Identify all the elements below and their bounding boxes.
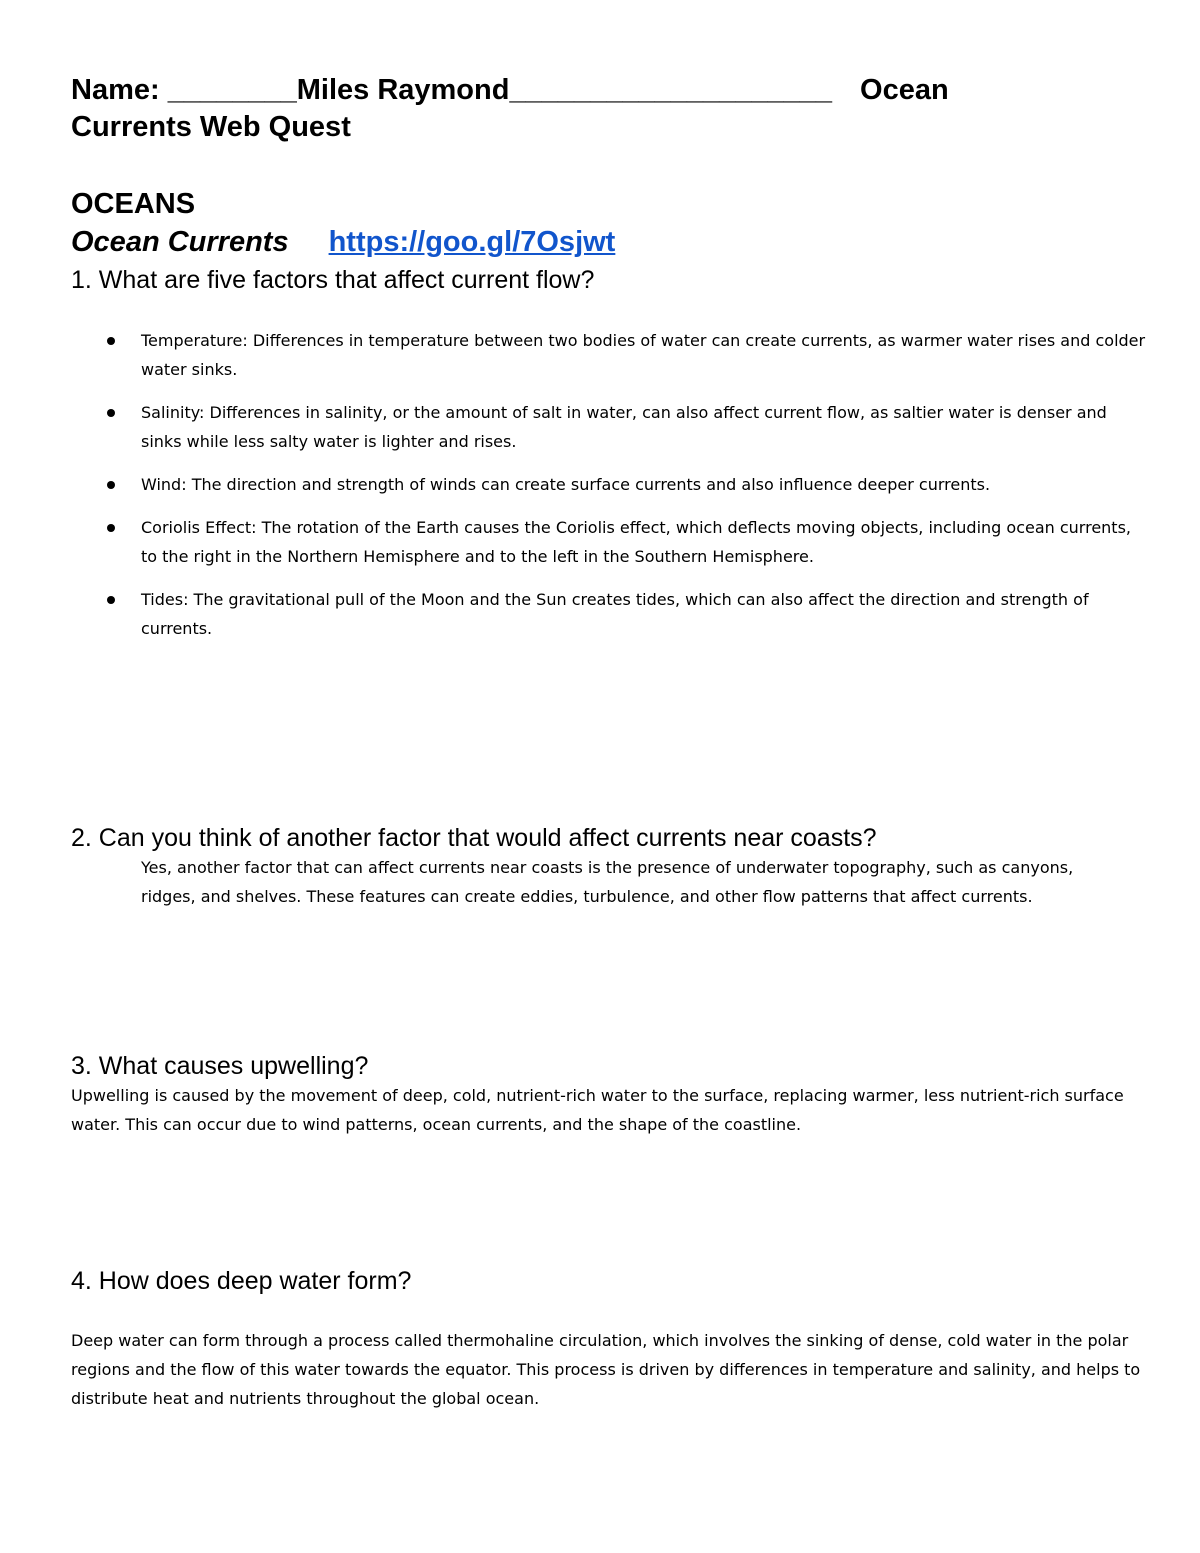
worksheet-title-part1: Ocean [860, 74, 949, 106]
question-2: 2. Can you think of another factor that would affect currents near coasts? [71, 824, 877, 852]
list-item [71, 470, 1151, 499]
subheading: Ocean Currents [71, 226, 289, 258]
bullet-icon [107, 337, 115, 345]
list-item [71, 585, 1151, 643]
section-heading: OCEANS [71, 188, 196, 220]
list-item [71, 513, 1151, 571]
answer-1-list [71, 326, 1151, 657]
question-1: 1. What are five factors that affect current flow? [71, 266, 595, 294]
answer-1-item-4: Coriolis Effect: The rotation of the Earth causes the Coriolis effect, which deflects moving objects, including ocean currents, to the right in the Northern Hemisphere and to the left in the Southern Hemisphere. [141, 518, 1131, 566]
list-item [71, 398, 1151, 456]
answer-2: Yes, another factor that can affect currents near coasts is the presence of underwater topography, such as canyons, ridges, and shelves. These features can create eddies, turbulence, and other flow patterns that affect currents. [141, 858, 1074, 906]
answer-1-item-5: Tides: The gravitational pull of the Moon and the Sun creates tides, which can also affect the direction and strength of currents. [141, 590, 1089, 638]
answer-1-item-3: Wind: The direction and strength of winds can create surface currents and also influence deeper currents. [141, 475, 991, 494]
name-title-line [71, 72, 1071, 146]
bullet-icon [107, 409, 115, 417]
subheading-line [71, 224, 615, 261]
answer-4: Deep water can form through a process called thermohaline circulation, which involves the sinking of dense, cold water in the polar regions and the flow of this water towards the equator. This process is driven by differences in temperature and salinity, and helps to distribute heat and nutrients throughout the global ocean. [71, 1331, 1141, 1408]
answer-1-item-1: Temperature: Differences in temperature between two bodies of water can create currents, as warmer water rises and colder water sinks. [141, 331, 1146, 379]
bullet-icon [107, 596, 115, 604]
question-4: 4. How does deep water form? [71, 1267, 412, 1295]
question-3: 3. What causes upwelling? [71, 1052, 369, 1080]
list-item [71, 326, 1151, 384]
answer-1-item-2: Salinity: Differences in salinity, or the amount of salt in water, can also affect current flow, as saltier water is denser and sinks while less salty water is lighter and rises. [141, 403, 1107, 451]
student-name-field[interactable]: Name: ________Miles Raymond____________________ [71, 74, 833, 106]
bullet-icon [107, 481, 115, 489]
resource-link[interactable]: https://goo.gl/7Osjwt [328, 226, 616, 258]
answer-3: Upwelling is caused by the movement of deep, cold, nutrient-rich water to the surface, replacing warmer, less nutrient-rich surface water. This can occur due to wind patterns, ocean currents, and the shape of the coastline. [71, 1086, 1124, 1134]
bullet-icon [107, 524, 115, 532]
worksheet-title-part2: Currents Web Quest [71, 111, 351, 143]
